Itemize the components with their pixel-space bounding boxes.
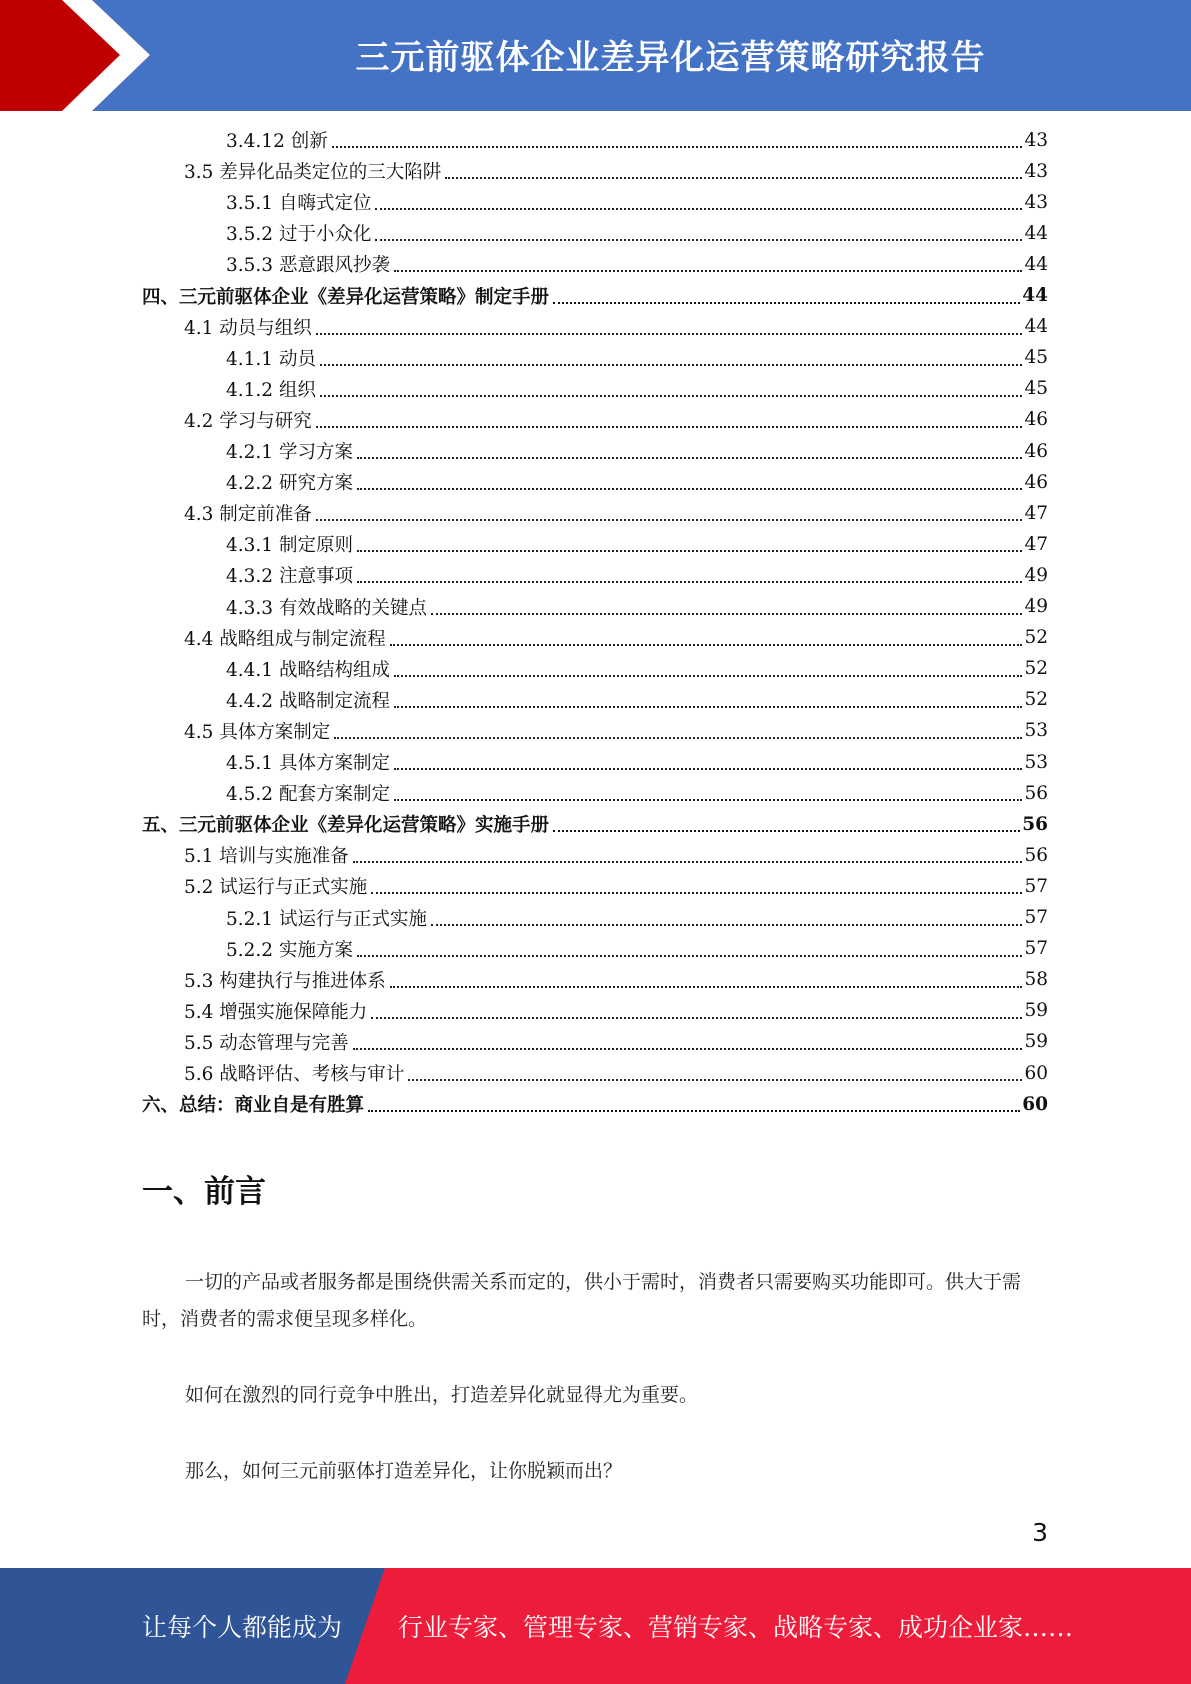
toc-leader-dots bbox=[320, 395, 1023, 397]
toc-entry-page: 56 bbox=[1024, 844, 1048, 866]
toc-entry[interactable] bbox=[226, 250, 1048, 278]
toc-entry[interactable] bbox=[142, 282, 1048, 310]
toc-entry[interactable] bbox=[226, 468, 1048, 496]
toc-entry[interactable] bbox=[184, 966, 1048, 994]
toc-entry[interactable] bbox=[184, 157, 1048, 185]
toc-entry-page: 44 bbox=[1024, 222, 1048, 244]
toc-entry-label: 3.5.1 自嗨式定位 bbox=[226, 193, 372, 215]
toc-entry-page: 57 bbox=[1024, 875, 1048, 897]
toc-entry-label: 3.5.2 过于小众化 bbox=[226, 224, 372, 246]
toc-entry[interactable] bbox=[226, 188, 1048, 216]
toc-entry-label: 4.2.2 研究方案 bbox=[226, 473, 353, 495]
toc-entry-label: 4.2.1 学习方案 bbox=[226, 442, 353, 463]
toc-leader-dots bbox=[371, 892, 1022, 894]
toc-entry[interactable] bbox=[226, 344, 1048, 372]
toc-entry[interactable] bbox=[184, 624, 1048, 652]
toc-entry[interactable] bbox=[226, 779, 1048, 807]
toc-entry-page: 57 bbox=[1024, 938, 1048, 960]
toc-leader-dots bbox=[353, 1048, 1023, 1050]
toc-leader-dots bbox=[431, 924, 1022, 926]
toc-entry-page: 53 bbox=[1024, 720, 1048, 742]
toc-entry-page: 44 bbox=[1024, 253, 1048, 275]
toc-entry-label: 4.3.3 有效战略的关键点 bbox=[226, 597, 427, 619]
toc-leader-dots bbox=[390, 986, 1023, 988]
toc-entry-label: 5.2.2 实施方案 bbox=[226, 939, 353, 961]
toc-leader-dots bbox=[368, 1110, 1020, 1112]
toc-entry-label: 5.2 试运行与正式实施 bbox=[184, 877, 368, 899]
toc-leader-dots bbox=[357, 581, 1023, 583]
toc-entry-page: 45 bbox=[1024, 378, 1048, 400]
toc-entry-page: 43 bbox=[1024, 191, 1048, 213]
toc-entry-label: 4.4.2 战略制定流程 bbox=[226, 690, 390, 712]
toc-entry-label: 4.4 战略组成与制定流程 bbox=[184, 628, 386, 650]
toc-entry-label: 5.1 培训与实施准备 bbox=[184, 846, 349, 868]
toc-entry[interactable] bbox=[184, 499, 1048, 527]
toc-entry[interactable] bbox=[184, 841, 1048, 869]
toc-entry-label: 4.3.1 制定原则 bbox=[226, 535, 353, 557]
toc-leader-dots bbox=[431, 613, 1022, 615]
toc-entry-label: 4.1.2 组织 bbox=[226, 379, 316, 401]
toc-entry-label: 3.4.12 创新 bbox=[226, 131, 328, 152]
toc-leader-dots bbox=[394, 706, 1022, 708]
toc-entry-page: 56 bbox=[1024, 782, 1048, 804]
toc-entry-label: 3.5.3 恶意跟风抄袭 bbox=[226, 255, 390, 277]
toc-leader-dots bbox=[334, 737, 1022, 739]
toc-entry[interactable] bbox=[184, 1028, 1048, 1056]
toc-entry-label: 5.3 构建执行与推进体系 bbox=[184, 970, 386, 992]
toc-entry[interactable] bbox=[184, 313, 1048, 341]
toc-entry[interactable] bbox=[226, 219, 1048, 247]
toc-entry[interactable] bbox=[184, 872, 1048, 900]
footer-slogan-left: 让每个人都能成为 bbox=[142, 1613, 343, 1642]
toc-entry[interactable] bbox=[226, 375, 1048, 403]
toc-entry[interactable] bbox=[226, 686, 1048, 714]
toc-leader-dots bbox=[553, 830, 1020, 832]
toc-leader-dots bbox=[316, 426, 1023, 428]
toc-leader-dots bbox=[394, 768, 1022, 770]
toc-leader-dots bbox=[375, 208, 1022, 210]
toc-entry[interactable] bbox=[184, 717, 1048, 745]
toc-entry[interactable] bbox=[184, 406, 1048, 434]
toc-entry-label: 3.5 差异化品类定位的三大陷阱 bbox=[184, 162, 442, 184]
report-title: 三元前驱体企业差异化运营策略研究报告 bbox=[355, 37, 986, 78]
toc-leader-dots bbox=[375, 239, 1022, 241]
toc-entry[interactable] bbox=[226, 561, 1048, 589]
toc-entry-page: 46 bbox=[1024, 440, 1048, 462]
toc-entry-label: 4.5.1 具体方案制定 bbox=[226, 753, 390, 774]
toc-leader-dots bbox=[445, 177, 1022, 179]
toc-entry-page: 52 bbox=[1024, 627, 1048, 649]
section-heading: 一、前言 bbox=[142, 1174, 266, 1210]
toc-entry-page: 59 bbox=[1024, 1031, 1048, 1053]
toc-leader-dots bbox=[394, 675, 1022, 677]
paragraph: 一切的产品或者服务都是围绕供需关系而定的，供小于需时，消费者只需要购买功能即可。供大于需时，消费者的需求便呈现多样化。 bbox=[142, 1271, 1022, 1330]
toc-entry-page: 44 bbox=[1024, 316, 1048, 338]
toc-entry-page: 53 bbox=[1024, 751, 1048, 773]
toc-entry-page: 60 bbox=[1022, 1093, 1048, 1115]
toc-entry-page: 43 bbox=[1024, 160, 1048, 182]
footer-slogan-right: 行业专家、管理专家、营销专家、战略专家、成功企业家…… bbox=[398, 1613, 1074, 1642]
toc-entry[interactable] bbox=[142, 810, 1048, 838]
toc-entry-page: 60 bbox=[1024, 1062, 1048, 1084]
toc-entry-label: 五、三元前驱体企业《差异化运营策略》实施手册 bbox=[142, 815, 550, 837]
toc-entry-page: 52 bbox=[1024, 689, 1048, 711]
toc-entry-label: 5.5 动态管理与完善 bbox=[184, 1032, 349, 1054]
toc-entry-label: 4.2 学习与研究 bbox=[184, 410, 312, 432]
page-footer bbox=[0, 1568, 1191, 1684]
toc-entry-label: 5.4 增强实施保障能力 bbox=[184, 1001, 368, 1023]
toc-entry-label: 5.2.1 试运行与正式实施 bbox=[226, 908, 427, 930]
toc-leader-dots bbox=[394, 799, 1022, 801]
page-header bbox=[0, 0, 1191, 111]
toc-entry-label: 4.4.1 战略结构组成 bbox=[226, 659, 390, 681]
toc-leader-dots bbox=[353, 861, 1023, 863]
toc-entry-label: 4.5.2 配套方案制定 bbox=[226, 784, 390, 806]
toc-entry-page: 49 bbox=[1024, 596, 1048, 617]
toc-entry-label: 4.3 制定前准备 bbox=[184, 504, 312, 526]
toc-entry-page: 46 bbox=[1024, 409, 1048, 431]
toc-leader-dots bbox=[316, 519, 1023, 521]
toc-leader-dots bbox=[357, 955, 1023, 957]
toc-entry-page: 49 bbox=[1024, 564, 1048, 586]
toc-entry-page: 56 bbox=[1022, 813, 1048, 835]
toc-entry[interactable] bbox=[226, 437, 1048, 465]
toc-entry-label: 4.3.2 注意事项 bbox=[226, 566, 353, 588]
paragraph: 如何在激烈的同行竞争中胜出，打造差异化就显得尤为重要。 bbox=[185, 1384, 699, 1406]
toc-entry[interactable] bbox=[142, 1090, 1048, 1118]
toc-entry-page: 44 bbox=[1022, 285, 1048, 306]
toc-entry-label: 四、三元前驱体企业《差异化运营策略》制定手册 bbox=[142, 286, 550, 308]
toc-entry-label: 5.6 战略评估、考核与审计 bbox=[184, 1064, 405, 1085]
toc-entry[interactable] bbox=[184, 1059, 1048, 1087]
toc-entry[interactable] bbox=[226, 593, 1048, 621]
toc-leader-dots bbox=[357, 550, 1023, 552]
toc-entry[interactable] bbox=[226, 126, 1048, 154]
toc-entry-page: 52 bbox=[1024, 658, 1048, 680]
page-number: 3 bbox=[1032, 1518, 1048, 1547]
toc-leader-dots bbox=[357, 488, 1023, 490]
toc-entry-page: 57 bbox=[1024, 907, 1048, 928]
toc-leader-dots bbox=[371, 1017, 1022, 1019]
toc-leader-dots bbox=[316, 333, 1023, 335]
toc-entry[interactable] bbox=[226, 530, 1048, 558]
toc-entry-page: 43 bbox=[1024, 129, 1048, 151]
paragraph: 那么，如何三元前驱体打造差异化，让你脱颖而出？ bbox=[185, 1460, 623, 1482]
toc-entry-page: 46 bbox=[1024, 471, 1048, 493]
toc-entry[interactable] bbox=[226, 655, 1048, 683]
toc-entry[interactable] bbox=[226, 904, 1048, 932]
toc-leader-dots bbox=[357, 457, 1023, 459]
toc-entry-label: 4.5 具体方案制定 bbox=[184, 721, 331, 743]
toc-leader-dots bbox=[408, 1079, 1022, 1081]
toc-entry-page: 45 bbox=[1024, 347, 1048, 369]
toc-entry[interactable] bbox=[226, 748, 1048, 776]
toc-entry[interactable] bbox=[226, 935, 1048, 963]
toc-leader-dots bbox=[553, 302, 1020, 304]
toc-entry-page: 59 bbox=[1024, 1000, 1048, 1022]
toc-entry[interactable] bbox=[184, 997, 1048, 1025]
toc-entry-page: 58 bbox=[1024, 969, 1048, 991]
toc-leader-dots bbox=[390, 644, 1023, 646]
toc-entry-page: 47 bbox=[1024, 502, 1048, 524]
toc-leader-dots bbox=[394, 270, 1022, 272]
toc-entry-page: 47 bbox=[1024, 533, 1048, 555]
toc-entry-label: 4.1.1 动员 bbox=[226, 348, 316, 370]
toc-entry-label: 4.1 动员与组织 bbox=[184, 317, 312, 339]
toc-entry-label: 六、总结：商业自是有胜算 bbox=[142, 1095, 365, 1117]
toc-leader-dots bbox=[332, 146, 1023, 148]
toc-leader-dots bbox=[320, 364, 1023, 366]
